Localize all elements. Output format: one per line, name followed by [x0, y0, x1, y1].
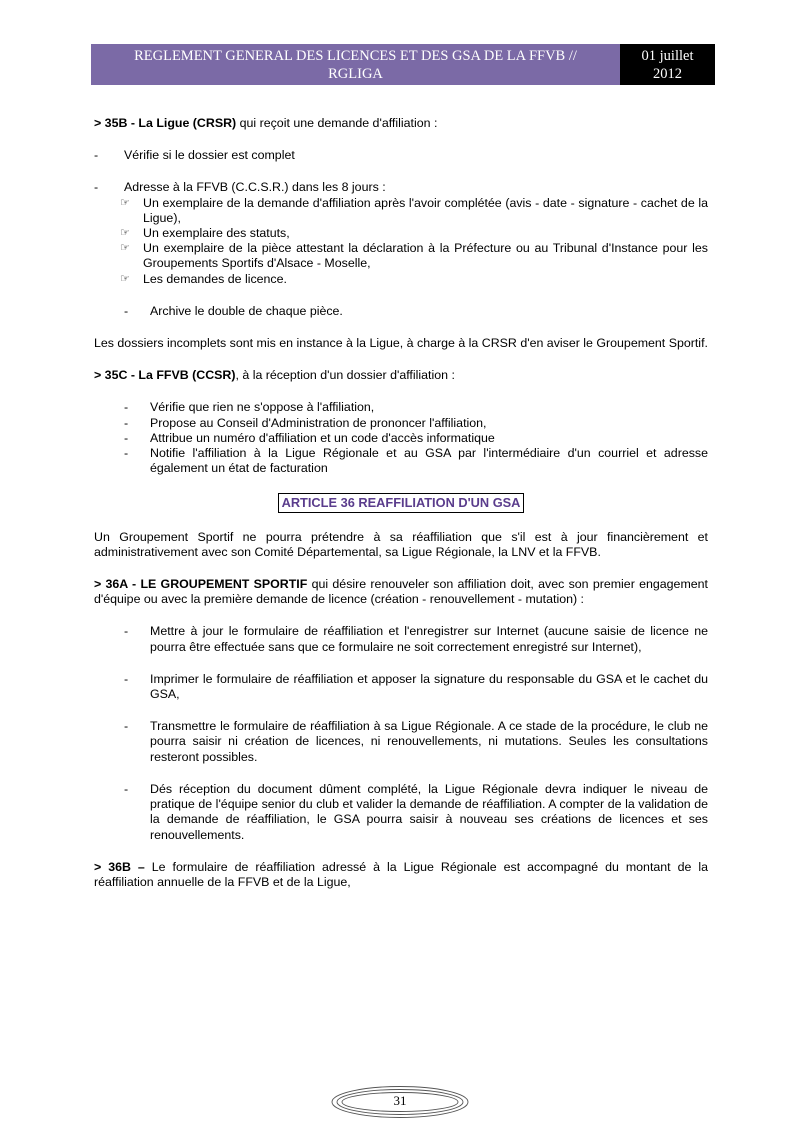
list-item-text: Archive le double de chaque pièce.	[150, 303, 343, 318]
list-item	[94, 624, 708, 654]
list-item-text: Vérifie si le dossier est complet	[124, 148, 295, 163]
list-item-text: Propose au Conseil d'Administration de prononcer l'affiliation,	[150, 415, 487, 430]
list-item	[94, 431, 708, 446]
header-date-line2: 2012	[653, 66, 682, 82]
dash-marker: -	[124, 446, 129, 461]
article-36-intro: Un Groupement Sportif ne pourra prétendre à sa réaffiliation que s'il est à jour financièrement et administrativement avec son Comité Départemental, sa Ligue Régionale, la LNV et la FFVB.	[94, 529, 708, 559]
list-item	[94, 719, 708, 765]
header-date	[620, 44, 715, 85]
article-36-heading	[94, 493, 708, 512]
dash-marker: -	[124, 415, 129, 430]
list-item-text: Attribue un numéro d'affiliation et un code d'accès informatique	[150, 430, 495, 445]
header-title-line1: REGLEMENT GENERAL DES LICENCES ET DES GSA DE LA FFVB //	[134, 48, 577, 64]
section-36a-label: > 36A - LE GROUPEMENT SPORTIF	[94, 577, 308, 592]
list-item	[94, 400, 708, 415]
section-35b-heading	[94, 116, 708, 131]
article-36-title: ARTICLE 36 REAFFILIATION D'UN GSA	[278, 493, 525, 512]
header-title	[91, 44, 620, 85]
list-item	[94, 446, 708, 476]
pointing-hand-icon: ☞	[120, 227, 130, 240]
pointing-hand-icon: ☞	[120, 242, 130, 255]
section-36b-text: Le formulaire de réaffiliation adressé à la Ligue Régionale est accompagné du montant de la réaffiliation annuelle de la FFVB et de la Ligue,	[94, 859, 708, 889]
pointing-hand-icon: ☞	[120, 272, 130, 285]
list-item	[94, 272, 708, 287]
list-item-text: Un exemplaire des statuts,	[143, 226, 290, 241]
list-item-text: Adresse à la FFVB (C.C.S.R.) dans les 8 jours :	[124, 180, 386, 195]
list-item	[94, 226, 708, 241]
document-body	[94, 116, 708, 890]
dash-marker: -	[94, 148, 99, 163]
list-item-text: Imprimer le formulaire de réaffiliation et apposer la signature du responsable du GSA et le cachet du GSA,	[150, 671, 708, 702]
section-36b-label: > 36B –	[94, 859, 145, 874]
page-number: 31	[393, 1093, 407, 1108]
page-header	[91, 44, 715, 85]
list-item-text: Mettre à jour le formulaire de réaffiliation et l'enregistrer sur Internet (aucune saisie de licence ne pourra être effectuée sans que ce formulaire ne soit correctement enregistré sur Internet),	[150, 624, 708, 654]
list-item	[94, 416, 708, 431]
section-35b-label: > 35B - La Ligue (CRSR)	[94, 116, 237, 130]
list-item	[94, 304, 708, 319]
list-item-text: Vérifie que rien ne s'oppose à l'affiliation,	[150, 400, 375, 415]
section-35c-intro: , à la réception d'un dossier d'affiliation :	[235, 368, 455, 383]
list-item-text: Transmettre le formulaire de réaffiliation à sa Ligue Régionale. A ce stade de la procédure, le club ne pourra saisir ni création de licences, ni renouvellements, ni mutations. Seules les consultations resteront possibles.	[150, 719, 708, 764]
dash-marker: -	[124, 781, 129, 796]
dash-marker: -	[124, 671, 129, 686]
list-item	[94, 782, 708, 843]
section-35c-label: > 35C - La FFVB (CCSR)	[94, 368, 236, 383]
incomplete-paragraph: Les dossiers incomplets sont mis en instance à la Ligue, à charge à la CRSR d'en aviser le Groupement Sportif.	[94, 336, 708, 351]
list-item	[94, 196, 708, 226]
page-footer	[330, 1085, 470, 1119]
header-date-line1: 01 juillet	[641, 48, 694, 64]
pointing-hand-icon: ☞	[120, 196, 130, 209]
dash-marker: -	[124, 430, 129, 445]
dash-marker: -	[124, 624, 129, 639]
section-36b-paragraph	[94, 860, 708, 890]
dash-marker: -	[124, 303, 129, 318]
section-36a-intro: qui désire renouveler son affiliation doit, avec son premier engagement d'équipe ou avec la première demande de licence (création - renouvellement - mutation) :	[94, 577, 708, 607]
section-35b-intro: qui reçoit une demande d'affiliation :	[236, 116, 438, 130]
list-item	[94, 180, 708, 195]
dash-marker: -	[124, 400, 129, 415]
header-title-line2: RGLIGA	[328, 66, 383, 82]
list-item	[94, 148, 708, 163]
section-35c-heading	[94, 368, 708, 383]
list-item-text: Les demandes de licence.	[143, 271, 287, 286]
list-item	[94, 241, 708, 271]
list-item-text: Notifie l'affiliation à la Ligue Régionale et au GSA par l'intermédiaire d'un courriel et adresse également un état de facturation	[150, 446, 708, 476]
list-item-text: Un exemplaire de la demande d'affiliation après l'avoir complétée (avis - date - signature - cachet de la Ligue),	[143, 195, 708, 225]
list-item-text: Un exemplaire de la pièce attestant la déclaration à la Préfecture ou au Tribunal d'Instance pour les Groupements Sportifs d'Alsace - Moselle,	[143, 241, 708, 271]
dash-marker: -	[94, 180, 99, 195]
section-36a-heading	[94, 577, 708, 607]
list-item-text: Dés réception du document dûment complété, la Ligue Régionale devra indiquer le niveau de pratique de l'équipe senior du club et valider la demande de réaffiliation. A compter de la validation de la demande de réaffiliation, le GSA pourra saisir à nouveau ses créations de licences et ses renouvellements.	[150, 781, 708, 842]
list-item	[94, 672, 708, 702]
dash-marker: -	[124, 719, 129, 734]
